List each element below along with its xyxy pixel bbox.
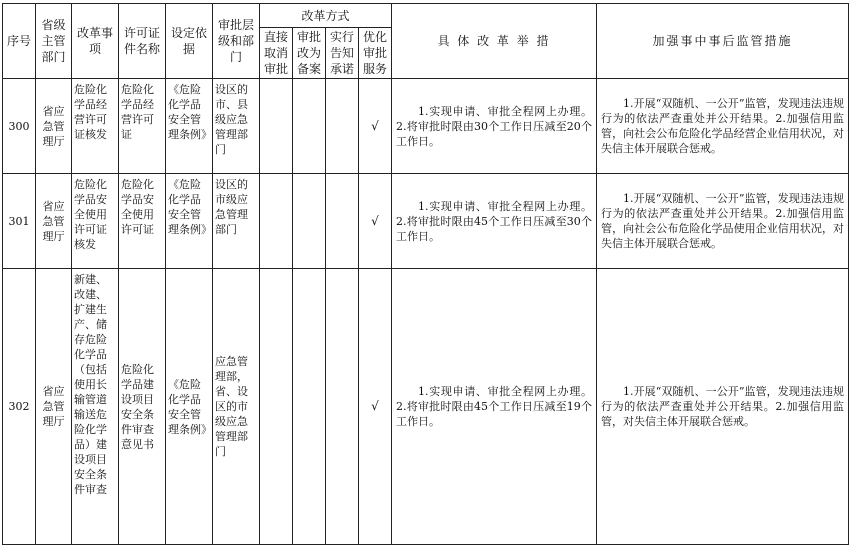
row-supervision-text: 1.开展“双随机、一公开”监管，发现违法违规行为的依法严查重处并公开结果。2.加强信用监管，向社会公布危险化学品经营企业信用状况，对失信主体开展联合惩戒。	[601, 97, 845, 155]
row-supervision-text: 1.开展“双随机、一公开”监管，发现违法违规行为的依法严查重处并公开结果。2.加强信用监管，向社会公布危险化学品使用企业信用状况，对失信主体开展联合惩戒。	[601, 192, 845, 250]
header-cancel: 直接取消审批	[260, 28, 293, 79]
header-permit: 许可证件名称	[119, 4, 166, 79]
row-optimize-check: √	[359, 269, 392, 545]
row-basis: 《危险化学品安全管理条例》	[166, 79, 213, 174]
row-cancel	[260, 79, 293, 174]
row-record	[293, 174, 326, 269]
row-measures-text: 1.实现申请、审批全程网上办理。2.将审批时限由30个工作日压减至20个工作日。	[396, 104, 593, 148]
row-measures-text: 1.实现申请、审批全程网上办理。2.将审批时限由45个工作日压减至30个工作日。	[396, 199, 593, 243]
row-basis: 《危险化学品安全管理条例》	[166, 174, 213, 269]
row-optimize-check: √	[359, 79, 392, 174]
table-row	[3, 269, 849, 545]
row-item: 新建、改建、扩建生产、储存危险化学品（包括使用长输管道输送危险化学品）建设项目安全条件审查	[72, 269, 119, 545]
row-optimize-check: √	[359, 174, 392, 269]
header-reform-mode: 改革方式	[260, 4, 392, 28]
row-cancel	[260, 174, 293, 269]
header-measures: 具 体 改 革 举 措	[392, 4, 597, 79]
row-permit: 危险化学品建设项目安全条件审查意见书	[119, 269, 166, 545]
row-notify	[326, 174, 359, 269]
row-permit: 危险化学品安全使用许可证	[119, 174, 166, 269]
row-dept: 省应急管理厅	[36, 174, 72, 269]
row-supervision-text: 1.开展“双随机、一公开”监管，发现违法违规行为的依法严查重处并公开结果。2.加强信用监管，对失信主体开展联合惩戒。	[601, 385, 845, 428]
row-dept: 省应急管理厅	[36, 79, 72, 174]
header-level: 审批层级和部门	[213, 4, 260, 79]
row-cancel	[260, 269, 293, 545]
header-record: 审批改为备案	[293, 28, 326, 79]
row-record	[293, 79, 326, 174]
row-measures	[392, 174, 597, 269]
row-level: 应急管理部，省、设区的市级应急管理部门	[213, 269, 260, 545]
row-supervision	[597, 79, 849, 174]
row-basis: 《危险化学品安全管理条例》	[166, 269, 213, 545]
row-item: 危险化学品安全使用许可证核发	[72, 174, 119, 269]
header-notify: 实行告知承诺	[326, 28, 359, 79]
header-optimize: 优化审批服务	[359, 28, 392, 79]
row-item: 危险化学品经营许可证核发	[72, 79, 119, 174]
row-measures-text: 1.实现申请、审批全程网上办理。2.将审批时限由45个工作日压减至19个工作日。	[396, 385, 593, 428]
row-supervision	[597, 269, 849, 545]
row-measures	[392, 79, 597, 174]
reform-table	[2, 3, 849, 545]
header-supervision: 加强事中事后监管措施	[597, 4, 849, 79]
row-seq: 300	[3, 79, 36, 174]
row-measures	[392, 269, 597, 545]
row-seq: 302	[3, 269, 36, 545]
row-dept: 省应急管理厅	[36, 269, 72, 545]
table-row	[3, 174, 849, 269]
header-seq: 序号	[3, 4, 36, 79]
row-notify	[326, 79, 359, 174]
header-dept: 省级主管部门	[36, 4, 72, 79]
row-permit: 危险化学品经营许可证	[119, 79, 166, 174]
row-seq: 301	[3, 174, 36, 269]
row-level: 设区的市、县级应急管理部门	[213, 79, 260, 174]
header-item: 改革事项	[72, 4, 119, 79]
row-level: 设区的市级应急管理部门	[213, 174, 260, 269]
row-notify	[326, 269, 359, 545]
header-basis: 设定依据	[166, 4, 213, 79]
row-record	[293, 269, 326, 545]
table-row	[3, 79, 849, 174]
row-supervision	[597, 174, 849, 269]
